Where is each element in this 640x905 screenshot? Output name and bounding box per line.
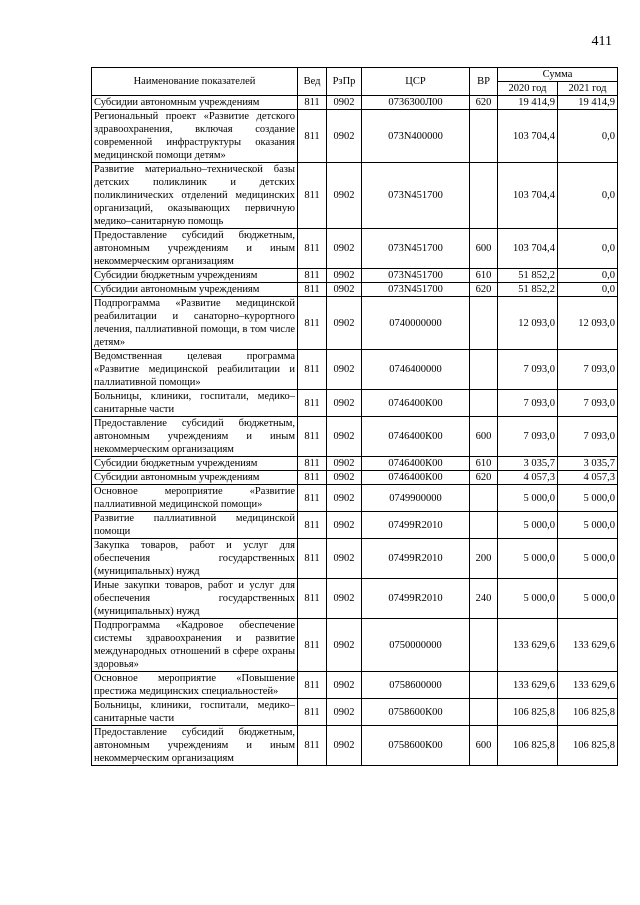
cell-ved: 811 xyxy=(298,283,327,297)
cell-vr xyxy=(470,390,498,417)
cell-name: Развитие материально–технической базы детских поликлиник и детских поликлинических отделений медицинских организаций, оказывающих первичную медико–санитарную помощь xyxy=(92,163,298,229)
table-row xyxy=(92,283,618,297)
cell-2020: 5 000,0 xyxy=(498,579,558,619)
cell-vr xyxy=(470,350,498,390)
cell-rzpr: 0902 xyxy=(327,96,362,110)
cell-ved: 811 xyxy=(298,726,327,766)
cell-2020: 133 629,6 xyxy=(498,672,558,699)
cell-ved: 811 xyxy=(298,96,327,110)
cell-csr: 0746400К00 xyxy=(362,457,470,471)
cell-rzpr: 0902 xyxy=(327,283,362,297)
cell-2021: 133 629,6 xyxy=(558,672,618,699)
table-row xyxy=(92,96,618,110)
cell-csr: 0758600К00 xyxy=(362,699,470,726)
cell-rzpr: 0902 xyxy=(327,471,362,485)
cell-2020: 106 825,8 xyxy=(498,699,558,726)
page-number: 411 xyxy=(591,34,612,49)
cell-2021: 0,0 xyxy=(558,269,618,283)
header-vr: ВР xyxy=(470,68,498,96)
table-row xyxy=(92,672,618,699)
cell-2021: 0,0 xyxy=(558,110,618,163)
cell-vr xyxy=(470,699,498,726)
cell-2020: 133 629,6 xyxy=(498,619,558,672)
cell-ved: 811 xyxy=(298,163,327,229)
cell-2021: 7 093,0 xyxy=(558,390,618,417)
cell-2021: 5 000,0 xyxy=(558,579,618,619)
cell-2021: 5 000,0 xyxy=(558,539,618,579)
cell-2020: 19 414,9 xyxy=(498,96,558,110)
header-year-2020: 2020 год xyxy=(498,82,558,96)
cell-ved: 811 xyxy=(298,390,327,417)
cell-vr: 240 xyxy=(470,579,498,619)
table-row xyxy=(92,163,618,229)
budget-table xyxy=(91,67,618,766)
cell-2021: 7 093,0 xyxy=(558,417,618,457)
cell-csr: 0746400К00 xyxy=(362,471,470,485)
table-row xyxy=(92,471,618,485)
table-body xyxy=(92,96,618,766)
cell-name: Подпрограмма «Кадровое обеспечение системы здравоохранения и развитие международных отношений в сфере охраны здоровья» xyxy=(92,619,298,672)
cell-name: Развитие паллиативной медицинской помощи xyxy=(92,512,298,539)
cell-vr xyxy=(470,163,498,229)
cell-2020: 103 704,4 xyxy=(498,229,558,269)
cell-2020: 4 057,3 xyxy=(498,471,558,485)
cell-name: Субсидии автономным учреждениям xyxy=(92,96,298,110)
cell-csr: 0746400000 xyxy=(362,350,470,390)
table-row xyxy=(92,619,618,672)
cell-name: Подпрограмма «Развитие медицинской реабилитации и санаторно–курортного лечения, паллиативной помощи, в том числе детям» xyxy=(92,297,298,350)
table-header xyxy=(92,68,618,96)
cell-rzpr: 0902 xyxy=(327,512,362,539)
cell-vr xyxy=(470,672,498,699)
cell-csr: 07499R2010 xyxy=(362,512,470,539)
cell-ved: 811 xyxy=(298,672,327,699)
cell-2021: 5 000,0 xyxy=(558,485,618,512)
cell-2021: 106 825,8 xyxy=(558,726,618,766)
table-row xyxy=(92,350,618,390)
cell-csr: 07499R2010 xyxy=(362,579,470,619)
cell-name: Субсидии автономным учреждениям xyxy=(92,471,298,485)
header-csr: ЦСР xyxy=(362,68,470,96)
cell-rzpr: 0902 xyxy=(327,110,362,163)
cell-rzpr: 0902 xyxy=(327,485,362,512)
table-row xyxy=(92,457,618,471)
cell-2021: 0,0 xyxy=(558,229,618,269)
cell-2020: 12 093,0 xyxy=(498,297,558,350)
cell-csr: 073N451700 xyxy=(362,229,470,269)
cell-rzpr: 0902 xyxy=(327,699,362,726)
cell-rzpr: 0902 xyxy=(327,619,362,672)
cell-name: Закупка товаров, работ и услуг для обеспечения государственных (муниципальных) нужд xyxy=(92,539,298,579)
cell-name: Региональный проект «Развитие детского здравоохранения, включая создание современной инфраструктуры оказания медицинской помощи детям» xyxy=(92,110,298,163)
cell-csr: 0740000000 xyxy=(362,297,470,350)
cell-2020: 103 704,4 xyxy=(498,110,558,163)
table-row xyxy=(92,726,618,766)
cell-2021: 0,0 xyxy=(558,283,618,297)
cell-2021: 4 057,3 xyxy=(558,471,618,485)
cell-name: Больницы, клиники, госпитали, медико–санитарные части xyxy=(92,390,298,417)
cell-vr xyxy=(470,297,498,350)
cell-2020: 7 093,0 xyxy=(498,350,558,390)
header-year-2021: 2021 год xyxy=(558,82,618,96)
cell-rzpr: 0902 xyxy=(327,539,362,579)
cell-vr xyxy=(470,512,498,539)
cell-csr: 0746400К00 xyxy=(362,390,470,417)
table-row xyxy=(92,269,618,283)
table-row xyxy=(92,485,618,512)
table-row xyxy=(92,390,618,417)
cell-csr: 073N451700 xyxy=(362,163,470,229)
cell-ved: 811 xyxy=(298,269,327,283)
cell-csr: 0758600000 xyxy=(362,672,470,699)
cell-2020: 5 000,0 xyxy=(498,512,558,539)
cell-name: Предоставление субсидий бюджетным, автономным учреждениям и иным некоммерческим организациям xyxy=(92,726,298,766)
cell-ved: 811 xyxy=(298,229,327,269)
cell-rzpr: 0902 xyxy=(327,390,362,417)
cell-csr: 0758600К00 xyxy=(362,726,470,766)
cell-rzpr: 0902 xyxy=(327,269,362,283)
cell-2020: 51 852,2 xyxy=(498,269,558,283)
cell-name: Субсидии бюджетным учреждениям xyxy=(92,457,298,471)
cell-name: Субсидии автономным учреждениям xyxy=(92,283,298,297)
cell-ved: 811 xyxy=(298,417,327,457)
table-row xyxy=(92,417,618,457)
cell-name: Основное мероприятие «Повышение престижа медицинских специальностей» xyxy=(92,672,298,699)
table-row xyxy=(92,539,618,579)
cell-ved: 811 xyxy=(298,297,327,350)
cell-csr: 07499R2010 xyxy=(362,539,470,579)
table-row xyxy=(92,579,618,619)
cell-2021: 7 093,0 xyxy=(558,350,618,390)
cell-2021: 19 414,9 xyxy=(558,96,618,110)
cell-name: Предоставление субсидий бюджетным, автономным учреждениям и иным некоммерческим организациям xyxy=(92,229,298,269)
cell-ved: 811 xyxy=(298,485,327,512)
cell-2020: 106 825,8 xyxy=(498,726,558,766)
cell-ved: 811 xyxy=(298,457,327,471)
cell-rzpr: 0902 xyxy=(327,579,362,619)
cell-csr: 073N451700 xyxy=(362,269,470,283)
table-row xyxy=(92,229,618,269)
cell-csr: 0736300Л00 xyxy=(362,96,470,110)
cell-csr: 073N400000 xyxy=(362,110,470,163)
cell-rzpr: 0902 xyxy=(327,672,362,699)
cell-rzpr: 0902 xyxy=(327,350,362,390)
table-row xyxy=(92,297,618,350)
header-ved: Вед xyxy=(298,68,327,96)
cell-ved: 811 xyxy=(298,699,327,726)
cell-vr: 600 xyxy=(470,726,498,766)
cell-vr xyxy=(470,110,498,163)
cell-vr: 600 xyxy=(470,229,498,269)
cell-2020: 5 000,0 xyxy=(498,485,558,512)
header-rzpr: РзПр xyxy=(327,68,362,96)
cell-name: Ведомственная целевая программа «Развитие медицинской реабилитации и паллиативной помощи» xyxy=(92,350,298,390)
cell-vr: 620 xyxy=(470,96,498,110)
cell-csr: 0746400К00 xyxy=(362,417,470,457)
cell-vr: 620 xyxy=(470,283,498,297)
cell-2021: 5 000,0 xyxy=(558,512,618,539)
cell-2021: 106 825,8 xyxy=(558,699,618,726)
cell-name: Субсидии бюджетным учреждениям xyxy=(92,269,298,283)
cell-2020: 7 093,0 xyxy=(498,390,558,417)
header-sum: Сумма xyxy=(498,68,618,82)
cell-vr: 610 xyxy=(470,269,498,283)
cell-2021: 12 093,0 xyxy=(558,297,618,350)
cell-rzpr: 0902 xyxy=(327,297,362,350)
cell-2020: 103 704,4 xyxy=(498,163,558,229)
cell-ved: 811 xyxy=(298,110,327,163)
cell-2021: 133 629,6 xyxy=(558,619,618,672)
cell-2020: 7 093,0 xyxy=(498,417,558,457)
cell-rzpr: 0902 xyxy=(327,163,362,229)
cell-vr: 200 xyxy=(470,539,498,579)
cell-ved: 811 xyxy=(298,350,327,390)
cell-vr xyxy=(470,485,498,512)
cell-rzpr: 0902 xyxy=(327,457,362,471)
cell-vr: 600 xyxy=(470,417,498,457)
cell-2020: 51 852,2 xyxy=(498,283,558,297)
cell-name: Больницы, клиники, госпитали, медико–санитарные части xyxy=(92,699,298,726)
cell-csr: 0750000000 xyxy=(362,619,470,672)
table-row xyxy=(92,512,618,539)
cell-rzpr: 0902 xyxy=(327,417,362,457)
table-row xyxy=(92,699,618,726)
cell-ved: 811 xyxy=(298,512,327,539)
header-name: Наименование показателей xyxy=(92,68,298,96)
cell-ved: 811 xyxy=(298,579,327,619)
cell-name: Иные закупки товаров, работ и услуг для обеспечения государственных (муниципальных) нужд xyxy=(92,579,298,619)
cell-name: Основное мероприятие «Развитие паллиативной медицинской помощи» xyxy=(92,485,298,512)
cell-2020: 5 000,0 xyxy=(498,539,558,579)
cell-csr: 073N451700 xyxy=(362,283,470,297)
cell-2021: 0,0 xyxy=(558,163,618,229)
cell-name: Предоставление субсидий бюджетным, автономным учреждениям и иным некоммерческим организациям xyxy=(92,417,298,457)
table-row xyxy=(92,110,618,163)
cell-rzpr: 0902 xyxy=(327,229,362,269)
cell-csr: 0749900000 xyxy=(362,485,470,512)
cell-2021: 3 035,7 xyxy=(558,457,618,471)
cell-2020: 3 035,7 xyxy=(498,457,558,471)
cell-vr xyxy=(470,619,498,672)
cell-ved: 811 xyxy=(298,539,327,579)
cell-rzpr: 0902 xyxy=(327,726,362,766)
cell-ved: 811 xyxy=(298,471,327,485)
cell-ved: 811 xyxy=(298,619,327,672)
cell-vr: 610 xyxy=(470,457,498,471)
cell-vr: 620 xyxy=(470,471,498,485)
